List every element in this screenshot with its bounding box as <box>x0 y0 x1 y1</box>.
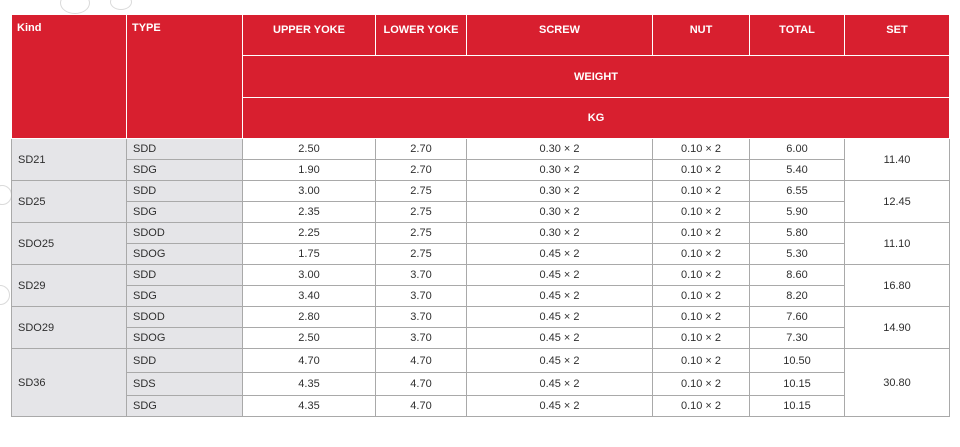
nut-cell: 0.10 × 2 <box>653 373 750 396</box>
screw-cell: 0.30 × 2 <box>467 202 653 223</box>
upper-yoke-cell: 3.40 <box>243 286 376 307</box>
table-row <box>12 265 950 286</box>
total-cell: 10.15 <box>750 396 845 417</box>
screw-cell: 0.45 × 2 <box>467 396 653 417</box>
screw-cell: 0.30 × 2 <box>467 181 653 202</box>
total-cell: 8.60 <box>750 265 845 286</box>
total-cell: 5.90 <box>750 202 845 223</box>
nut-cell: 0.10 × 2 <box>653 349 750 373</box>
nut-cell: 0.10 × 2 <box>653 286 750 307</box>
type-cell: SDD <box>127 349 243 373</box>
table-row <box>12 286 950 307</box>
header-total: TOTAL <box>750 15 845 56</box>
header-nut: NUT <box>653 15 750 56</box>
total-cell: 10.15 <box>750 373 845 396</box>
upper-yoke-cell: 2.35 <box>243 202 376 223</box>
upper-yoke-cell: 1.90 <box>243 160 376 181</box>
kind-cell: SDO29 <box>12 307 127 349</box>
set-cell: 11.40 <box>845 139 950 181</box>
screw-cell: 0.30 × 2 <box>467 160 653 181</box>
header-lower-yoke: LOWER YOKE <box>376 15 467 56</box>
screw-cell: 0.45 × 2 <box>467 286 653 307</box>
nut-cell: 0.10 × 2 <box>653 139 750 160</box>
lower-yoke-cell: 2.70 <box>376 139 467 160</box>
type-cell: SDOD <box>127 307 243 328</box>
type-cell: SDS <box>127 373 243 396</box>
upper-yoke-cell: 3.00 <box>243 181 376 202</box>
header-weight: WEIGHT <box>243 56 950 98</box>
lower-yoke-cell: 4.70 <box>376 349 467 373</box>
table-row <box>12 160 950 181</box>
type-cell: SDG <box>127 286 243 307</box>
lower-yoke-cell: 2.75 <box>376 181 467 202</box>
lower-yoke-cell: 2.70 <box>376 160 467 181</box>
upper-yoke-cell: 4.35 <box>243 396 376 417</box>
table-row <box>12 139 950 160</box>
type-cell: SDD <box>127 265 243 286</box>
total-cell: 8.20 <box>750 286 845 307</box>
total-cell: 7.30 <box>750 328 845 349</box>
nut-cell: 0.10 × 2 <box>653 181 750 202</box>
upper-yoke-cell: 3.00 <box>243 265 376 286</box>
total-cell: 5.40 <box>750 160 845 181</box>
table-row <box>12 181 950 202</box>
upper-yoke-cell: 4.35 <box>243 373 376 396</box>
type-cell: SDD <box>127 181 243 202</box>
lower-yoke-cell: 3.70 <box>376 265 467 286</box>
type-cell: SDG <box>127 202 243 223</box>
type-cell: SDOD <box>127 223 243 244</box>
table-row <box>12 223 950 244</box>
nut-cell: 0.10 × 2 <box>653 307 750 328</box>
yoke-weight-table <box>11 14 950 417</box>
total-cell: 7.60 <box>750 307 845 328</box>
nut-cell: 0.10 × 2 <box>653 265 750 286</box>
total-cell: 5.30 <box>750 244 845 265</box>
table-body <box>12 139 950 417</box>
upper-yoke-cell: 2.80 <box>243 307 376 328</box>
lower-yoke-cell: 4.70 <box>376 373 467 396</box>
set-cell: 12.45 <box>845 181 950 223</box>
nut-cell: 0.10 × 2 <box>653 160 750 181</box>
lower-yoke-cell: 3.70 <box>376 328 467 349</box>
kind-cell: SD25 <box>12 181 127 223</box>
set-cell: 16.80 <box>845 265 950 307</box>
type-cell: SDOG <box>127 328 243 349</box>
header-upper-yoke: UPPER YOKE <box>243 15 376 56</box>
screw-cell: 0.45 × 2 <box>467 244 653 265</box>
decorative-circle <box>0 285 10 305</box>
decorative-circle <box>110 0 132 10</box>
type-cell: SDG <box>127 396 243 417</box>
table-header <box>12 15 950 139</box>
lower-yoke-cell: 3.70 <box>376 286 467 307</box>
table-row <box>12 244 950 265</box>
screw-cell: 0.45 × 2 <box>467 307 653 328</box>
lower-yoke-cell: 2.75 <box>376 244 467 265</box>
table-row <box>12 373 950 396</box>
upper-yoke-cell: 4.70 <box>243 349 376 373</box>
screw-cell: 0.30 × 2 <box>467 223 653 244</box>
screw-cell: 0.45 × 2 <box>467 373 653 396</box>
upper-yoke-cell: 2.25 <box>243 223 376 244</box>
nut-cell: 0.10 × 2 <box>653 396 750 417</box>
table-row <box>12 328 950 349</box>
table-row <box>12 202 950 223</box>
screw-cell: 0.45 × 2 <box>467 349 653 373</box>
decorative-circle <box>60 0 90 14</box>
table-row <box>12 307 950 328</box>
kind-cell: SDO25 <box>12 223 127 265</box>
type-cell: SDG <box>127 160 243 181</box>
upper-yoke-cell: 1.75 <box>243 244 376 265</box>
header-screw: SCREW <box>467 15 653 56</box>
lower-yoke-cell: 4.70 <box>376 396 467 417</box>
set-cell: 30.80 <box>845 349 950 417</box>
type-cell: SDOG <box>127 244 243 265</box>
total-cell: 10.50 <box>750 349 845 373</box>
total-cell: 6.00 <box>750 139 845 160</box>
total-cell: 5.80 <box>750 223 845 244</box>
nut-cell: 0.10 × 2 <box>653 223 750 244</box>
type-cell: SDD <box>127 139 243 160</box>
nut-cell: 0.10 × 2 <box>653 328 750 349</box>
lower-yoke-cell: 2.75 <box>376 202 467 223</box>
nut-cell: 0.10 × 2 <box>653 202 750 223</box>
kind-cell: SD29 <box>12 265 127 307</box>
table-row <box>12 349 950 373</box>
kind-cell: SD21 <box>12 139 127 181</box>
upper-yoke-cell: 2.50 <box>243 328 376 349</box>
total-cell: 6.55 <box>750 181 845 202</box>
kind-cell: SD36 <box>12 349 127 417</box>
set-cell: 11.10 <box>845 223 950 265</box>
screw-cell: 0.45 × 2 <box>467 328 653 349</box>
upper-yoke-cell: 2.50 <box>243 139 376 160</box>
nut-cell: 0.10 × 2 <box>653 244 750 265</box>
lower-yoke-cell: 3.70 <box>376 307 467 328</box>
screw-cell: 0.45 × 2 <box>467 265 653 286</box>
header-type: TYPE <box>127 15 243 139</box>
table-row <box>12 396 950 417</box>
lower-yoke-cell: 2.75 <box>376 223 467 244</box>
set-cell: 14.90 <box>845 307 950 349</box>
header-set: SET <box>845 15 950 56</box>
screw-cell: 0.30 × 2 <box>467 139 653 160</box>
header-kind: Kind <box>12 15 127 139</box>
header-unit: KG <box>243 98 950 139</box>
